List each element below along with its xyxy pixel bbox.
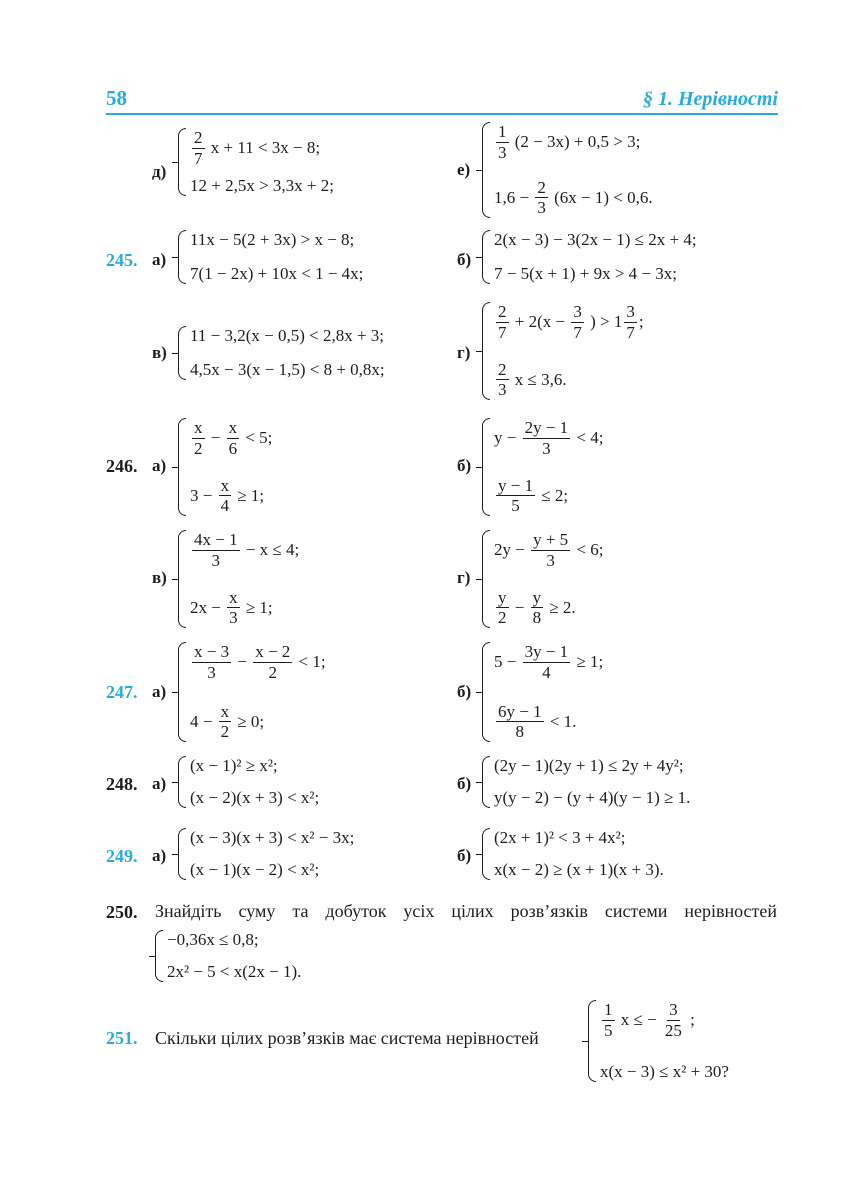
inequality-text: − xyxy=(233,652,252,672)
problem-number: 247. xyxy=(106,682,138,702)
fraction xyxy=(663,1000,684,1040)
inequality-row xyxy=(494,828,664,848)
fraction-numerator: 3y − 1 xyxy=(524,642,569,661)
inequality-text: 5 − xyxy=(494,652,521,672)
fraction-denominator: 7 xyxy=(626,322,635,342)
fraction-denominator: 5 xyxy=(604,1020,613,1040)
inequality-text: < 5; xyxy=(241,428,273,448)
fraction xyxy=(531,588,544,628)
inequality-system xyxy=(178,756,319,808)
system-brace xyxy=(178,828,186,880)
inequality-text: ≥ 1; xyxy=(241,597,277,617)
system-brace xyxy=(482,530,490,628)
inequality-row xyxy=(494,360,644,400)
fraction-denominator: 8 xyxy=(532,608,542,628)
inequality-row xyxy=(494,178,657,218)
inequality-row xyxy=(494,756,690,776)
fraction-denominator: 2 xyxy=(194,438,203,458)
inequality-row xyxy=(494,702,608,742)
fraction-numerator: x − 3 xyxy=(194,642,230,661)
inequality-row xyxy=(190,264,363,284)
fraction-numerator: 2 xyxy=(498,359,507,379)
fraction-numerator: x xyxy=(228,418,238,437)
inequality-row xyxy=(167,962,301,982)
problem-number: 249. xyxy=(106,846,138,866)
fraction xyxy=(192,418,205,458)
system-brace xyxy=(588,1000,596,1082)
inequality-row xyxy=(494,530,608,570)
inequality-text: (x − 1)(x − 2) < x²; xyxy=(190,860,320,879)
header-divider xyxy=(106,113,778,115)
fraction-denominator: 6 xyxy=(228,438,238,458)
fraction xyxy=(531,530,570,570)
fraction-denominator: 3 xyxy=(498,380,507,400)
inequality-text: 12 + 2,5x > 3,3x + 2; xyxy=(190,176,334,195)
fraction xyxy=(602,1000,615,1040)
fraction xyxy=(624,302,637,342)
inequality-text: ) > 1 xyxy=(585,312,623,332)
inequality-text: < 1; xyxy=(294,652,326,672)
inequality-text: −0,36x ≤ 0,8; xyxy=(167,930,259,949)
inequality-text: < 4; xyxy=(572,428,608,448)
part-label: б) xyxy=(457,456,472,475)
fraction-denominator: 25 xyxy=(664,1020,682,1040)
inequality-text: x + 11 < 3x − 8; xyxy=(206,138,325,158)
inequality-text: ≤ 2; xyxy=(537,485,573,505)
inequality-system xyxy=(178,642,326,742)
fraction xyxy=(496,122,509,162)
fraction xyxy=(523,642,571,682)
inequality-system xyxy=(178,128,334,196)
problem-number: 250. xyxy=(106,902,138,922)
fraction xyxy=(253,642,292,682)
fraction xyxy=(219,702,232,742)
inequality-text: (6x − 1) < 0,6. xyxy=(549,187,657,207)
part-label: г) xyxy=(457,343,471,362)
inequality-system xyxy=(482,122,657,218)
fraction-numerator: 4x − 1 xyxy=(194,530,238,549)
inequality-system xyxy=(482,642,608,742)
inequality-text: 11x − 5(2 + 3x) > x − 8; xyxy=(190,230,355,249)
inequality-system xyxy=(178,828,354,880)
fraction xyxy=(496,360,509,400)
fraction-numerator: y xyxy=(498,587,507,607)
part-label: а) xyxy=(152,456,167,475)
problem-number: 246. xyxy=(106,456,138,476)
fraction xyxy=(192,642,231,682)
fraction xyxy=(227,418,240,458)
system-brace xyxy=(178,530,186,628)
fraction-denominator: 3 xyxy=(546,550,555,570)
fraction-numerator: 3 xyxy=(669,1000,678,1019)
inequality-text: − xyxy=(206,428,225,448)
inequality-system xyxy=(482,230,697,284)
inequality-row xyxy=(494,588,608,628)
system-brace xyxy=(482,302,490,400)
inequality-system xyxy=(178,418,272,516)
system-brace xyxy=(178,230,186,284)
inequality-system xyxy=(482,418,608,516)
inequality-text: x ≤ − xyxy=(616,1010,661,1030)
problem-statement: Знайдіть суму та добуток усіх цілих розв’язків системи нерівностей xyxy=(155,901,777,921)
inequality-system xyxy=(482,756,690,808)
system-brace xyxy=(178,642,186,742)
inequality-row xyxy=(600,1000,729,1040)
inequality-system xyxy=(178,530,303,628)
fraction xyxy=(496,302,509,342)
inequality-text: (2x + 1)² < 3 + 4x²; xyxy=(494,828,626,847)
inequality-text: x(x − 3) ≤ x² + 30? xyxy=(600,1062,729,1081)
fraction-numerator: x xyxy=(220,475,230,495)
fraction xyxy=(227,588,240,628)
inequality-row xyxy=(494,264,697,284)
inequality-text: ≥ 2. xyxy=(545,597,576,617)
fraction xyxy=(571,302,584,342)
inequality-row xyxy=(190,230,363,250)
inequality-text: 2y − xyxy=(494,540,530,560)
part-label: д) xyxy=(152,162,167,181)
fraction-numerator: x − 2 xyxy=(255,642,291,661)
inequality-row xyxy=(190,860,354,880)
page-number: 58 xyxy=(106,86,127,110)
fraction-numerator: 3 xyxy=(573,302,582,321)
inequality-text: − x ≤ 4; xyxy=(241,540,304,560)
system-brace xyxy=(482,642,490,742)
inequality-system xyxy=(178,326,385,380)
inequality-text: (x − 3)(x + 3) < x² − 3x; xyxy=(190,828,355,847)
fraction-numerator: 3 xyxy=(626,302,635,321)
inequality-text: ≥ 1; xyxy=(233,485,269,505)
fraction xyxy=(496,476,535,516)
fraction-numerator: 2 xyxy=(194,128,203,147)
inequality-row xyxy=(190,702,326,742)
fraction-denominator: 4 xyxy=(220,496,230,516)
inequality-row xyxy=(494,642,608,682)
fraction-denominator: 7 xyxy=(573,322,582,342)
system-brace xyxy=(155,930,163,982)
section-title: § 1. Нерівності xyxy=(642,88,778,110)
system-brace xyxy=(482,756,490,808)
inequality-text: 2x² − 5 < x(2x − 1). xyxy=(167,962,302,981)
inequality-system xyxy=(482,530,608,628)
fraction xyxy=(219,476,232,516)
inequality-row xyxy=(190,326,385,346)
fraction-numerator: 6y − 1 xyxy=(498,701,542,721)
inequality-text: + 2(x − xyxy=(510,312,570,332)
problem-number: 245. xyxy=(106,250,138,270)
inequality-row xyxy=(494,860,664,880)
inequality-text: y(y − 2) − (y + 4)(y − 1) ≥ 1. xyxy=(494,788,691,807)
inequality-row xyxy=(600,1062,729,1082)
fraction-denominator: 3 xyxy=(498,142,507,162)
inequality-text: (x − 2)(x + 3) < x²; xyxy=(190,788,320,807)
problem-number: 248. xyxy=(106,774,138,794)
fraction-numerator: 2 xyxy=(498,302,507,321)
inequality-row xyxy=(494,302,644,342)
inequality-text: ≥ 1; xyxy=(572,652,608,672)
problem-number: 251. xyxy=(106,1028,138,1048)
inequality-system xyxy=(155,930,301,982)
inequality-row xyxy=(190,128,334,168)
fraction-denominator: 3 xyxy=(537,198,546,218)
fraction xyxy=(523,418,571,458)
fraction-denominator: 2 xyxy=(268,662,277,682)
inequality-text: x ≤ 3,6. xyxy=(510,369,571,389)
inequality-text: ; xyxy=(685,1010,695,1030)
fraction-numerator: 1 xyxy=(604,1000,613,1019)
part-label: б) xyxy=(457,774,472,793)
fraction-denominator: 4 xyxy=(542,662,551,682)
fraction-numerator: 2y − 1 xyxy=(524,418,569,437)
inequality-text: (2y − 1)(2y + 1) ≤ 2y + 4y²; xyxy=(494,756,684,775)
inequality-text: ≥ 0; xyxy=(233,711,269,731)
inequality-row xyxy=(190,476,272,516)
inequality-text: 11 − 3,2(x − 0,5) < 2,8x + 3; xyxy=(190,326,385,345)
inequality-row xyxy=(190,360,385,380)
part-label: в) xyxy=(152,568,167,587)
inequality-text: − xyxy=(510,597,529,617)
fraction-denominator: 3 xyxy=(542,438,551,458)
system-brace xyxy=(178,128,186,196)
part-label: б) xyxy=(457,682,472,701)
inequality-text: 7 − 5(x + 1) + 9x > 4 − 3x; xyxy=(494,264,677,283)
part-label: е) xyxy=(457,160,471,179)
inequality-row xyxy=(190,788,319,808)
fraction-numerator: 2 xyxy=(537,177,546,197)
part-label: в) xyxy=(152,343,167,362)
inequality-row xyxy=(190,828,354,848)
fraction xyxy=(496,588,509,628)
inequality-system xyxy=(588,1000,729,1082)
inequality-row xyxy=(494,418,608,458)
system-brace xyxy=(178,418,186,516)
fraction-denominator: 2 xyxy=(498,608,507,628)
inequality-text: < 1. xyxy=(545,711,581,731)
part-label: а) xyxy=(152,774,167,793)
fraction-numerator: 1 xyxy=(498,122,507,141)
system-brace xyxy=(482,122,490,218)
fraction-numerator: x xyxy=(194,418,203,437)
system-brace xyxy=(482,828,490,880)
inequality-row xyxy=(167,930,301,950)
inequality-system xyxy=(178,230,363,284)
fraction-denominator: 3 xyxy=(211,550,221,570)
inequality-row xyxy=(494,122,657,162)
inequality-text: < 6; xyxy=(572,540,608,560)
inequality-row xyxy=(190,176,334,196)
inequality-row xyxy=(190,588,303,628)
fraction-denominator: 7 xyxy=(498,322,507,342)
inequality-row xyxy=(190,530,303,570)
fraction xyxy=(496,702,544,742)
inequality-row xyxy=(190,756,319,776)
fraction-denominator: 7 xyxy=(194,148,203,168)
system-brace xyxy=(482,230,490,284)
inequality-text: 7(1 − 2x) + 10x < 1 − 4x; xyxy=(190,264,364,283)
fraction-numerator: x xyxy=(229,587,238,607)
system-brace xyxy=(178,756,186,808)
part-label: а) xyxy=(152,682,167,701)
inequality-row xyxy=(494,476,608,516)
fraction-denominator: 8 xyxy=(515,722,525,742)
fraction-denominator: 3 xyxy=(229,608,238,628)
inequality-text: 2(x − 3) − 3(2x − 1) ≤ 2x + 4; xyxy=(494,230,697,249)
inequality-text: 4 − xyxy=(190,711,217,731)
inequality-text: x(x − 2) ≥ (x + 1)(x + 3). xyxy=(494,860,664,879)
inequality-text: 3 − xyxy=(190,485,217,505)
system-brace xyxy=(178,326,186,380)
fraction-denominator: 5 xyxy=(511,496,520,516)
fraction-denominator: 3 xyxy=(207,662,216,682)
fraction xyxy=(192,530,240,570)
fraction-numerator: x xyxy=(220,701,230,721)
fraction-numerator: y + 5 xyxy=(533,530,569,549)
inequality-text: 1,6 − xyxy=(494,187,534,207)
part-label: г) xyxy=(457,568,471,587)
fraction xyxy=(192,128,205,168)
fraction-denominator: 2 xyxy=(220,722,230,742)
inequality-text: ; xyxy=(638,312,644,332)
inequality-text: y − xyxy=(494,428,521,448)
inequality-text: 2x − xyxy=(190,597,226,617)
part-label: б) xyxy=(457,250,472,269)
part-label: а) xyxy=(152,250,167,269)
fraction-numerator: y − 1 xyxy=(498,475,534,495)
fraction xyxy=(535,178,548,218)
inequality-text: (2 − 3x) + 0,5 > 3; xyxy=(510,132,645,152)
inequality-text: (x − 1)² ≥ x²; xyxy=(190,756,278,775)
system-brace xyxy=(482,418,490,516)
inequality-system xyxy=(482,302,644,400)
part-label: б) xyxy=(457,846,472,865)
part-label: а) xyxy=(152,846,167,865)
inequality-row xyxy=(494,788,690,808)
inequality-row xyxy=(494,230,697,250)
problem-statement: Скільки цілих розв’язків має система нерівностей xyxy=(155,1028,539,1048)
inequality-system xyxy=(482,828,664,880)
inequality-row xyxy=(190,418,272,458)
inequality-text: 4,5x − 3(x − 1,5) < 8 + 0,8x; xyxy=(190,360,385,379)
fraction-numerator: y xyxy=(532,587,542,607)
inequality-row xyxy=(190,642,326,682)
